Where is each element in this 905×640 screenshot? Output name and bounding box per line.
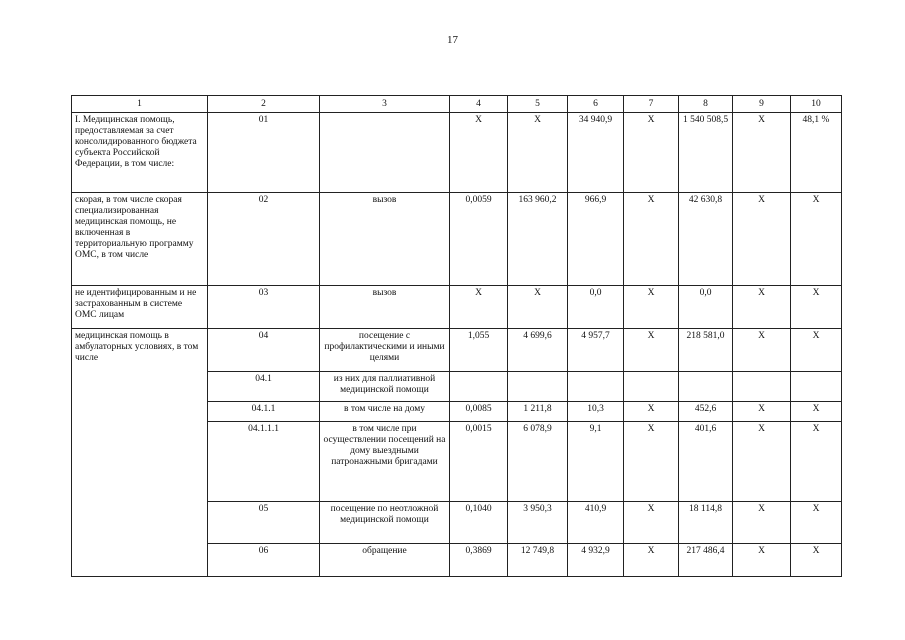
value-cell: Х	[508, 286, 568, 329]
value-cell	[624, 372, 679, 402]
column-header: 7	[624, 96, 679, 113]
column-header: 10	[791, 96, 842, 113]
value-cell: 12 749,8	[508, 544, 568, 577]
value-cell: 0,0059	[450, 193, 508, 286]
column-header: 1	[72, 96, 208, 113]
row-code: 04.1.1.1	[208, 422, 320, 502]
value-cell	[679, 372, 733, 402]
value-cell: 218 581,0	[679, 329, 733, 372]
table-row	[72, 193, 842, 286]
value-cell: Х	[791, 193, 842, 286]
value-cell: Х	[508, 113, 568, 193]
value-cell: 163 960,2	[508, 193, 568, 286]
value-cell: 0,0015	[450, 422, 508, 502]
row-code: 05	[208, 502, 320, 544]
row-code: 03	[208, 286, 320, 329]
value-cell: 4 957,7	[568, 329, 624, 372]
value-cell: 966,9	[568, 193, 624, 286]
row-code: 06	[208, 544, 320, 577]
value-cell: 401,6	[679, 422, 733, 502]
value-cell: 4 932,9	[568, 544, 624, 577]
value-cell: 0,1040	[450, 502, 508, 544]
value-cell: Х	[624, 286, 679, 329]
unit-cell: посещение с профилактическими и иными целями	[320, 329, 450, 372]
value-cell: 1 540 508,5	[679, 113, 733, 193]
column-header: 4	[450, 96, 508, 113]
column-header: 9	[733, 96, 791, 113]
value-cell	[791, 372, 842, 402]
value-cell: 48,1 %	[791, 113, 842, 193]
row-code: 02	[208, 193, 320, 286]
row-description: не идентифицированным и не застрахованным в системе ОМС лицам	[72, 286, 208, 329]
value-cell: Х	[733, 113, 791, 193]
value-cell: Х	[624, 502, 679, 544]
value-cell	[450, 372, 508, 402]
unit-cell	[320, 113, 450, 193]
value-cell: 0,3869	[450, 544, 508, 577]
header-row	[72, 96, 842, 113]
value-cell: 452,6	[679, 402, 733, 422]
unit-cell: в том числе на дому	[320, 402, 450, 422]
column-header: 8	[679, 96, 733, 113]
value-cell: 4 699,6	[508, 329, 568, 372]
unit-cell: вызов	[320, 193, 450, 286]
value-cell	[508, 372, 568, 402]
value-cell: 1 211,8	[508, 402, 568, 422]
row-description: I. Медицинская помощь, предоставляемая за счет консолидированного бюджета субъекта Российской Федерации, в том числе:	[72, 113, 208, 193]
value-cell: Х	[791, 402, 842, 422]
value-cell: 10,3	[568, 402, 624, 422]
value-cell: 410,9	[568, 502, 624, 544]
column-header: 6	[568, 96, 624, 113]
value-cell: Х	[733, 544, 791, 577]
unit-cell: в том числе при осуществлении посещений на дому выездными патронажными бригадами	[320, 422, 450, 502]
value-cell: Х	[624, 193, 679, 286]
value-cell: 217 486,4	[679, 544, 733, 577]
value-cell: Х	[791, 286, 842, 329]
column-header: 2	[208, 96, 320, 113]
value-cell: Х	[624, 402, 679, 422]
column-header: 3	[320, 96, 450, 113]
value-cell	[568, 372, 624, 402]
value-cell: Х	[791, 422, 842, 502]
row-code: 01	[208, 113, 320, 193]
value-cell: Х	[450, 113, 508, 193]
value-cell	[733, 372, 791, 402]
table-row	[72, 286, 842, 329]
value-cell: Х	[624, 422, 679, 502]
unit-cell: из них для паллиативной медицинской помощи	[320, 372, 450, 402]
value-cell: 34 940,9	[568, 113, 624, 193]
value-cell: Х	[624, 544, 679, 577]
unit-cell: посещение по неотложной медицинской помощи	[320, 502, 450, 544]
value-cell: Х	[791, 502, 842, 544]
value-cell: 0,0	[568, 286, 624, 329]
value-cell: 9,1	[568, 422, 624, 502]
row-code: 04.1.1	[208, 402, 320, 422]
row-description: скорая, в том числе скорая специализированная медицинская помощь, не включенная в территориальную программу ОМС, в том числе	[72, 193, 208, 286]
value-cell: Х	[733, 286, 791, 329]
column-header: 5	[508, 96, 568, 113]
value-cell: 3 950,3	[508, 502, 568, 544]
value-cell: Х	[733, 502, 791, 544]
row-code: 04	[208, 329, 320, 372]
value-cell: Х	[733, 193, 791, 286]
row-code: 04.1	[208, 372, 320, 402]
value-cell: Х	[791, 544, 842, 577]
unit-cell: вызов	[320, 286, 450, 329]
value-cell: Х	[733, 422, 791, 502]
value-cell: Х	[624, 329, 679, 372]
value-cell: 0,0085	[450, 402, 508, 422]
value-cell: 42 630,8	[679, 193, 733, 286]
table-row	[72, 329, 842, 372]
value-cell: Х	[450, 286, 508, 329]
unit-cell: обращение	[320, 544, 450, 577]
page-number: 17	[447, 34, 458, 46]
table-row	[72, 113, 842, 193]
value-cell: Х	[791, 329, 842, 372]
value-cell: Х	[733, 402, 791, 422]
value-cell: 6 078,9	[508, 422, 568, 502]
value-cell: Х	[733, 329, 791, 372]
budget-table	[71, 95, 842, 577]
value-cell: 18 114,8	[679, 502, 733, 544]
value-cell: 0,0	[679, 286, 733, 329]
row-description: медицинская помощь в амбулаторных условиях, в том числе	[72, 329, 208, 577]
value-cell: Х	[624, 113, 679, 193]
value-cell: 1,055	[450, 329, 508, 372]
